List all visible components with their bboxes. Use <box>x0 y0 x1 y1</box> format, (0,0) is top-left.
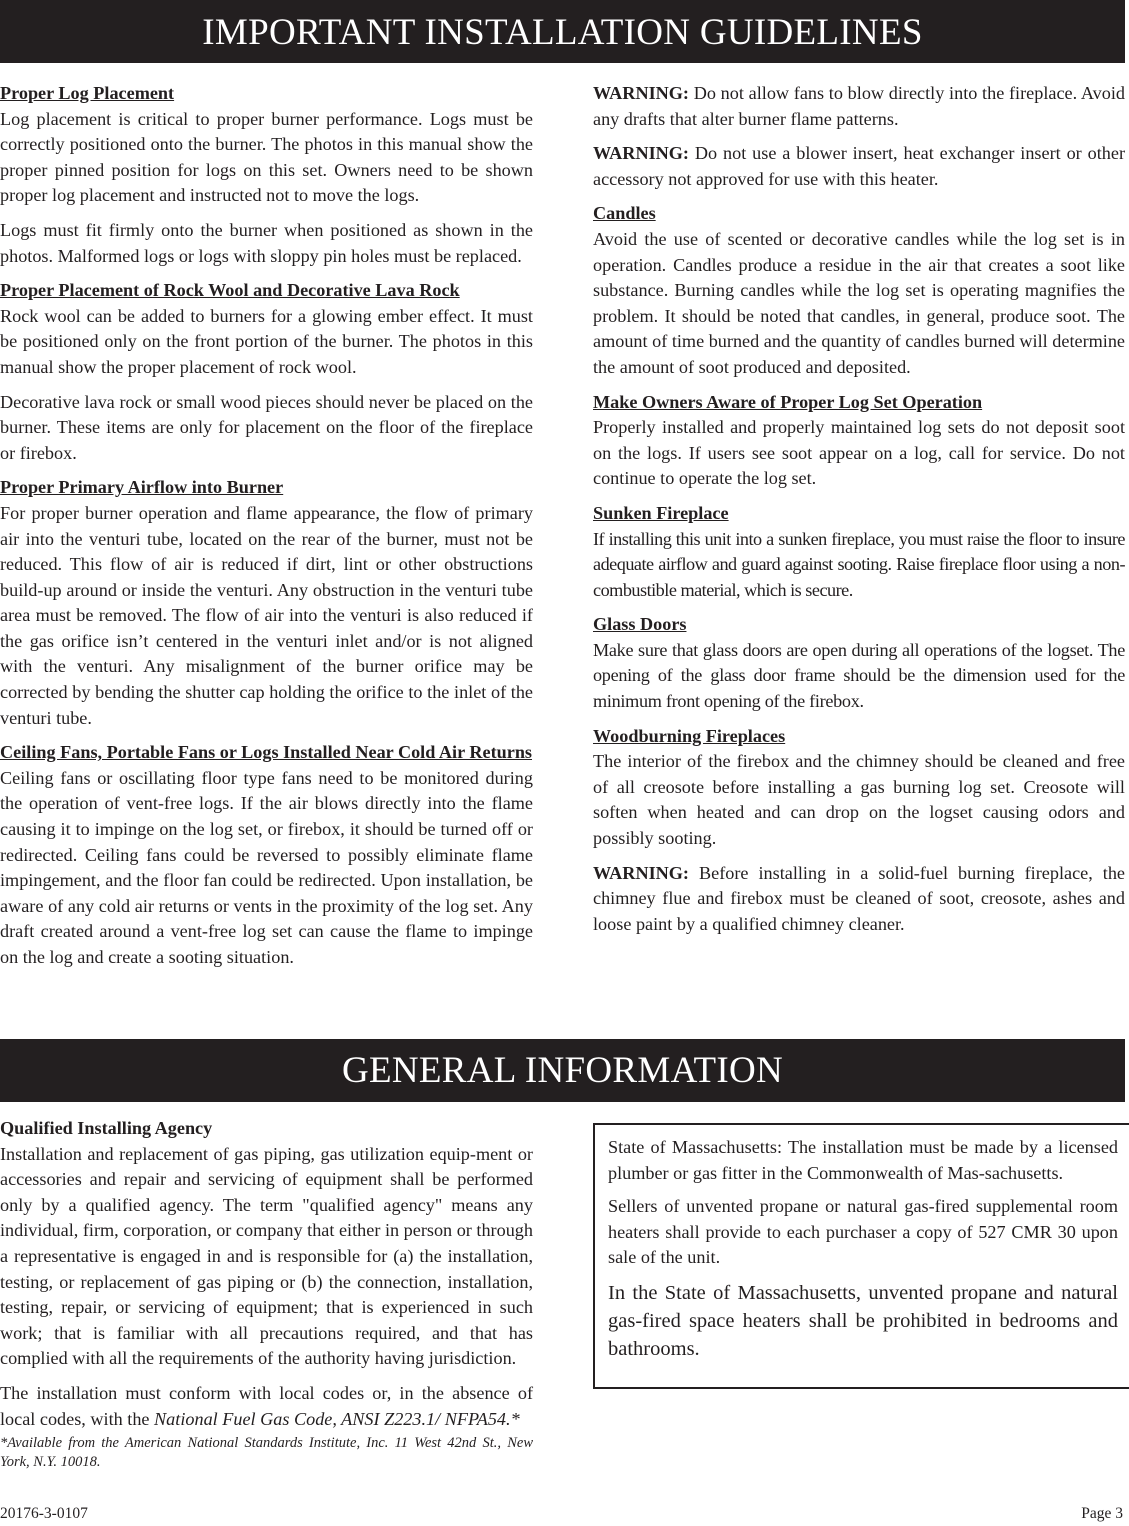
document-number: 20176-3-0107 <box>0 1505 88 1522</box>
warning-label: WARNING: <box>593 83 689 103</box>
paragraph: In the State of Massachusetts, unvented propane and natural gas-fired space heaters shall be prohibited in bedrooms and bathrooms. <box>608 1281 1118 1360</box>
heading-woodburning: Woodburning Fireplaces <box>593 725 786 746</box>
section-banner-general-information: GENERAL INFORMATION <box>0 1039 1125 1102</box>
heading-rock-wool: Proper Placement of Rock Wool and Decorative Lava Rock <box>0 280 460 301</box>
paragraph <box>0 1381 533 1432</box>
paragraph: Installation and replacement of gas piping, gas utilization equip-ment or accessories and repair and servicing of equipment shall be performed only by a qualified agency. The term "qualified agency" means any individual, firm, corporation, or company that either in person or through a representative is engaged in and is responsible for (a) the installation, testing, or replacement of gas piping or (b) the connection, installation, testing, repair, or servicing of equipment; that is experienced in such work; that is familiar with all precautions required, and that has complied with all the requirements of the authority having jurisdiction. <box>0 1143 533 1369</box>
text: The installation must conform with local codes or, in the absence of local codes, with the <box>0 1382 533 1429</box>
warning-text: Before installing in a solid-fuel burning fireplace, the chimney flue and firebox must be cleaned of soot, creosote, ashes and loose paint by a qualified chimney cleaner. <box>593 862 1125 934</box>
paragraph: Rock wool can be added to burners for a glowing ember effect. It must be positioned only on the front portion of the burner. The photos in this manual show the proper placement of rock wool. <box>0 305 533 377</box>
general-info-column <box>0 1116 533 1481</box>
heading-log-placement: Proper Log Placement <box>0 83 175 103</box>
right-column <box>593 81 1125 946</box>
warning-paragraph <box>593 861 1125 938</box>
paragraph: If installing this unit into a sunken fireplace, you must raise the floor to insure adequate airflow and guard against sooting. Raise fireplace floor using a non-combustible material, which is secure. <box>593 528 1125 600</box>
paragraph: Logs must fit firmly onto the burner when positioned as shown in the photos. Malformed logs or logs with sloppy pin holes must be replaced. <box>0 219 533 266</box>
heading-glass-doors: Glass Doors <box>593 614 687 635</box>
warning-label: WARNING: <box>593 862 689 883</box>
heading-qualified-agency: Qualified Installing Agency <box>0 1118 213 1138</box>
paragraph: Properly installed and properly maintained log sets do not deposit soot on the logs. If users see soot appear on a log, call for service. Do not continue to operate the log set. <box>593 417 1125 489</box>
heading-primary-airflow: Proper Primary Airflow into Burner <box>0 477 284 498</box>
massachusetts-notice-box <box>593 1123 1129 1389</box>
footnote: *Available from the American National Standards Institute, Inc. 11 West 42nd St., New York, N.Y. 10018. <box>0 1435 533 1471</box>
section-banner-installation-guidelines: IMPORTANT INSTALLATION GUIDELINES <box>0 0 1125 63</box>
warning-label: WARNING: <box>593 143 689 164</box>
paragraph: Log placement is critical to proper burner performance. Logs must be correctly positioned onto the burner. The photos in this manual show the proper pinned position for logs on this set. Owners need to be shown proper log placement and instructed not to move the logs. <box>0 108 533 206</box>
warning-text: Do not use a blower insert, heat exchanger insert or other accessory not approved for use with this heater. <box>593 143 1125 189</box>
code-reference: National Fuel Gas Code, ANSI Z223.1/ NFPA54.* <box>154 1408 520 1429</box>
paragraph: Make sure that glass doors are open during all operations of the logset. The opening of the glass door frame should be the dimension used for the minimum front opening of the firebox. <box>593 639 1125 712</box>
paragraph: For proper burner operation and flame appearance, the flow of primary air into the venturi tube, located on the rear of the burner, must not be reduced. This flow of air is reduced if dirt, lint or other obstructions build-up around or inside the venturi. Any obstruction in the venturi tube area must be removed. The flow of air into the venturi is also reduced if the gas orifice isn’t centered in the venturi inlet and/or is not aligned with the venturi. Any misalignment of the burner orifice may be corrected by bending the shutter cap holding the orifice to the inlet of the venturi tube. <box>0 502 533 728</box>
heading-owners-aware: Make Owners Aware of Proper Log Set Operation <box>593 391 983 412</box>
paragraph: Decorative lava rock or small wood pieces should never be placed on the burner. These items are only for placement on the floor of the fireplace or firebox. <box>0 391 533 463</box>
paragraph: The interior of the firebox and the chimney should be cleaned and free of all creosote before installing a gas burning log set. Creosote will soften when heated and can drop on the logset causing odors and possibly sooting. <box>593 751 1125 849</box>
paragraph: State of Massachusetts: The installation must be made by a licensed plumber or gas fitter in the Commonwealth of Mas-sachusetts. <box>608 1137 1118 1183</box>
paragraph: Ceiling fans or oscillating floor type fans need to be monitored during the operation of vent-free logs. If the air blows directly into the flame causing it to impinge on the log set, or firebox, it should be turned off or redirected. Ceiling fans could be reversed to possibly eliminate flame impingement, and the floor fan could be redirected. Upon installation, be aware of any cold air returns or vents in the proximity of the log set. Any draft created around a vent-free log set can cause the flame to impinge on the log and create a sooting situation. <box>0 767 533 967</box>
paragraph: Avoid the use of scented or decorative candles while the log set is in operation. Candles produce a residue in the air that creates a soot like substance. Burning candles while the log set is operating magnifies the problem. It should be noted that candles, in general, produce soot. The amount of time burned and the quantity of candles burned will determine the amount of soot produced and deposited. <box>593 228 1125 377</box>
heading-candles: Candles <box>593 203 656 224</box>
page-number: Page 3 <box>1081 1505 1123 1522</box>
paragraph: Sellers of unvented propane or natural gas-fired supplemental room heaters shall provide to each purchaser a copy of 527 CMR 30 upon sale of the unit. <box>608 1196 1118 1268</box>
warning-paragraph <box>593 81 1125 132</box>
left-column <box>0 81 533 980</box>
warning-text: Do not allow fans to blow directly into the fireplace. Avoid any drafts that alter burner flame patterns. <box>593 83 1125 129</box>
heading-ceiling-fans: Ceiling Fans, Portable Fans or Logs Installed Near Cold Air Returns <box>0 742 533 763</box>
heading-sunken-fireplace: Sunken Fireplace <box>593 502 729 523</box>
warning-paragraph <box>593 141 1125 192</box>
